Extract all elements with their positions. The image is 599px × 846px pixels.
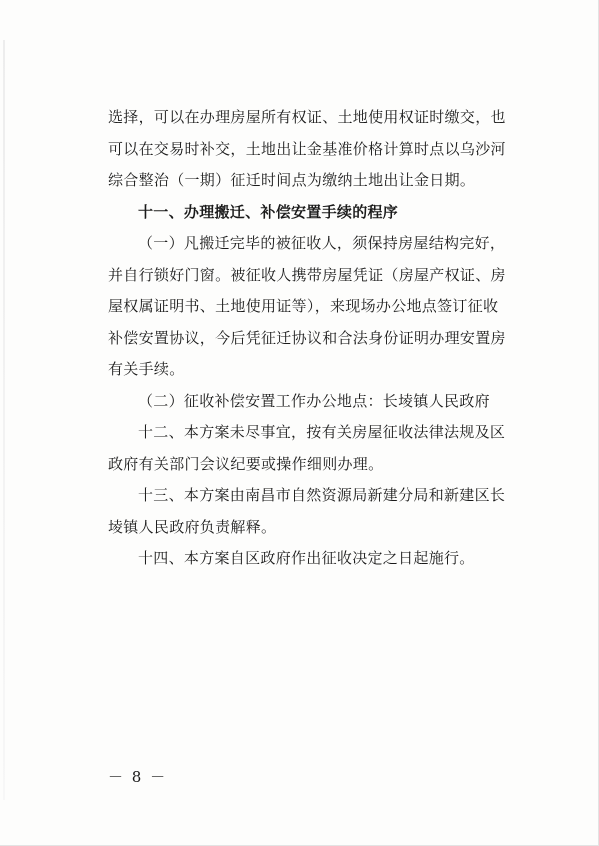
paragraph-line: 可以在交易时补交，土地出让金基准价格计算时点以乌沙河 [108,139,506,158]
paragraph-line: 选择，可以在办理房屋所有权证、土地使用权证时缴交，也 [108,108,506,126]
section-heading-11: 十一、办理搬迁、补偿安置手续的程序 [138,202,399,221]
section-item-14: 十四、本方案自区政府作出征收决定之日起施行。 [138,549,475,567]
page-number: － 8 － [108,768,168,786]
paragraph-line: 堎镇人民政府负责解释。 [108,517,277,536]
office-location-line: （二）征收补偿安置工作办公地点：长堎镇人民政府 [138,391,490,410]
paragraph-line: 政府有关部门会议纪要或操作细则办理。 [108,454,384,473]
paragraph-line: 屋权属证明书、土地使用证等），来现场办公地点签订征收 [108,297,499,315]
paragraph-line: （一）凡搬迁完毕的被征收人，须保持房屋结构完好， [138,234,506,252]
paragraph-line: 有关手续。 [108,360,185,378]
document-body [108,102,508,575]
paragraph-line: 补偿安置协议，今后凭征迁协议和合法身份证明办理安置房 [108,328,506,347]
paragraph-line: 并自行锁好门窗。被征收人携带房屋凭证（房屋产权证、房 [108,265,506,284]
paragraph-line: 综合整治（一期）征迁时间点为缴纳土地出让金日期。 [108,171,476,189]
scan-edge-shadow [3,40,5,800]
section-item-12: 十二、本方案未尽事宜，按有关房屋征收法律法规及区 [138,423,506,441]
section-item-13: 十三、本方案由南昌市自然资源局新建分局和新建区长 [138,486,506,504]
